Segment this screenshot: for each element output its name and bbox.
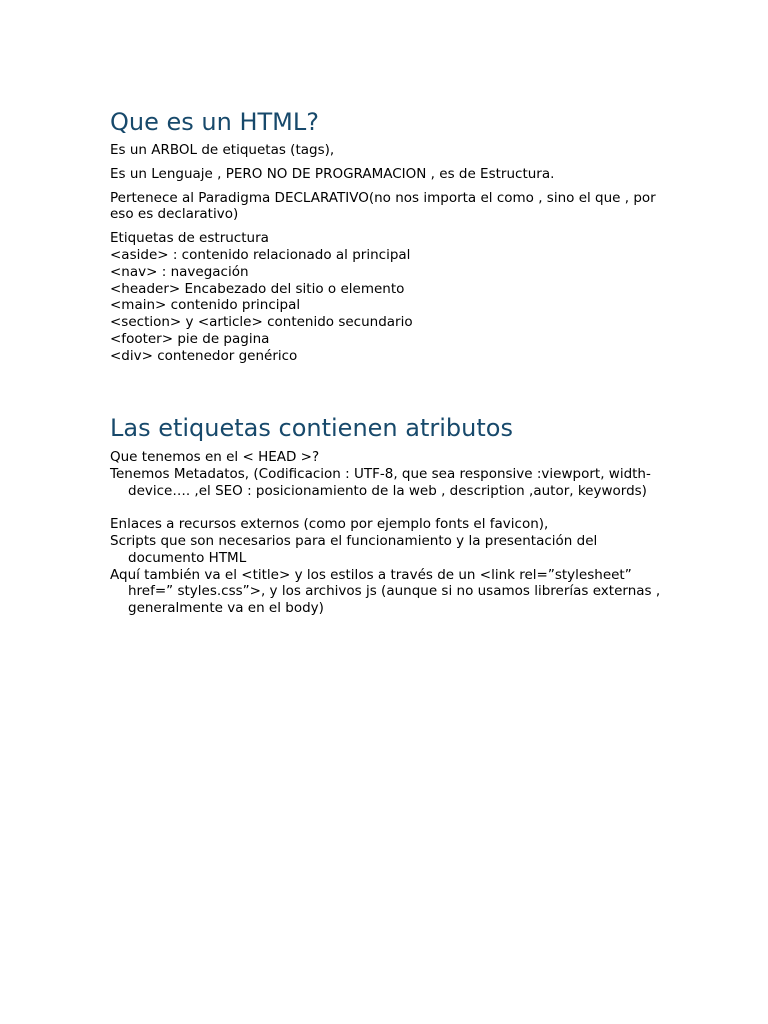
list-item: <div> contenedor genérico — [110, 347, 298, 364]
paragraph-enlaces: Enlaces a recursos externos (como por ejemplo fonts el favicon), — [110, 516, 549, 533]
paragraph-arbol: Es un ARBOL de etiquetas (tags), — [110, 142, 335, 158]
structure-tags-title: Etiquetas de estructura — [110, 230, 269, 247]
section-que-es-html — [110, 142, 670, 365]
section-atributos — [110, 449, 670, 617]
paragraph-lenguaje: Es un Lenguaje , PERO NO DE PROGRAMACION , es de Estructura. — [110, 165, 555, 182]
structure-tags-list — [110, 230, 670, 364]
paragraph-head-question: Que tenemos en el < HEAD >? — [110, 449, 320, 465]
paragraph-metadatos: Tenemos Metadatos, (Codificacion : UTF-8, que sea responsive :viewport, width-device…. ,el SEO : posicionamiento de la web , description ,autor, keywords) — [110, 465, 651, 499]
list-item: <footer> pie de pagina — [110, 330, 270, 347]
paragraph-title-link: Aquí también va el <title> y los estilos a través de un <link rel=”stylesheet” href=” styles.css”>, y los archivos js (aunque si no usamos librerías externas , generalmente va en el body) — [110, 566, 661, 617]
paragraph-paradigma: Pertenece al Paradigma DECLARATIVO(no nos importa el como , sino el que , por eso es declarativo) — [110, 189, 656, 223]
heading-atributos: Las etiquetas contienen atributos — [110, 414, 513, 442]
paragraph-scripts: Scripts que son necesarios para el funcionamiento y la presentación del documento HTML — [110, 532, 598, 566]
list-item: <aside> : contenido relacionado al principal — [110, 246, 411, 263]
list-item: <nav> : navegación — [110, 263, 249, 280]
heading-que-es-html: Que es un HTML? — [110, 108, 319, 136]
list-item: <section> y <article> contenido secundario — [110, 314, 413, 331]
list-item: <header> Encabezado del sitio o elemento — [110, 280, 405, 297]
list-item: <main> contenido principal — [110, 297, 301, 314]
